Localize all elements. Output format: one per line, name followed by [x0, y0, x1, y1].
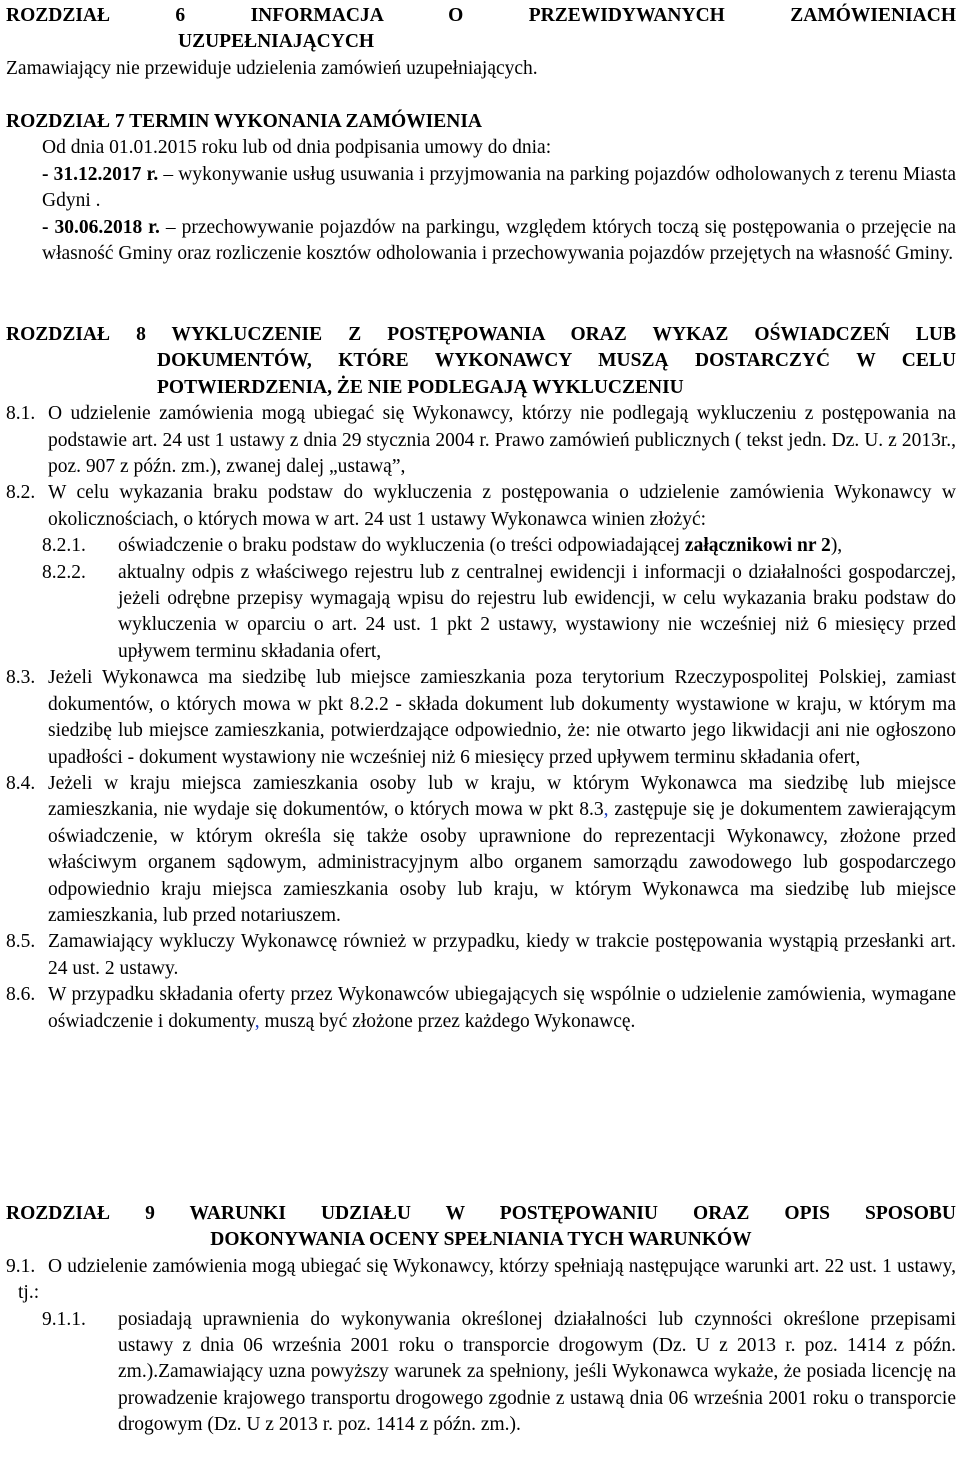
section-7-item1 — [42, 162, 956, 215]
item-9-1-1-text: posiadają uprawnienia do wykonywania określonej działalności lub czynności określone przepisami ustawy z dnia 06 września 2001 roku o transporcie drogowym (Dz. U z 2013 r. poz. 1414 z późn. zm.).Zamawiający uzna powyższy warunek za spełniony, jeśli Wykonawca wykaże, że posiada licencję na prowadzenie krajowego transportu drogowego zgodnie z ustawą dnia 06 września 2001 roku o transporcie drogowym (Dz. U z 2013 r. poz. 1414 z późn. zm.). — [118, 1308, 956, 1436]
item-8-4-comma: , — [603, 799, 609, 821]
item-8-3-number: 8.3. — [6, 667, 36, 689]
section-9 — [6, 1201, 956, 1439]
item-8-2-2-number: 8.2.2. — [42, 561, 86, 583]
item-8-5-number: 8.5. — [6, 931, 36, 953]
item-8-2-text: W celu wykazania braku podstaw do wykluczenia z postępowania o udzielenie zamówienia Wykonawcy w okolicznościach, o których mowa w art. 24 ust 1 ustawy Wykonawca winien złożyć: — [48, 482, 956, 530]
item-8-2-1-end: ), — [830, 535, 843, 557]
section-7-item2-date: - 30.06.2018 r. — [42, 216, 160, 238]
item-9-1-1 — [6, 1307, 956, 1439]
item-8-1-number: 8.1. — [6, 403, 36, 425]
section-7-item2-text: – przechowywanie pojazdów na parkingu, względem których toczą się postępowania o przejęcie na własność Gminy oraz rozliczenie kosztów odholowania i przechowywania pojazdów przejętych na własność Gminy. — [42, 216, 956, 265]
item-8-6 — [6, 982, 956, 1035]
section-7-item2 — [42, 215, 956, 268]
section-7-intro: Od dnia 01.01.2015 roku lub od dnia podpisania umowy do dnia: — [42, 137, 552, 159]
section-9-heading-line1: ROZDZIAŁ 9 WARUNKI UDZIAŁU W POSTĘPOWANIU ORAZ OPIS SPOSOBU — [6, 1203, 956, 1224]
item-8-5 — [6, 929, 956, 982]
section-8 — [6, 322, 956, 1035]
section-8-heading-line1: ROZDZIAŁ 8 WYKLUCZENIE Z POSTĘPOWANIA ORAZ WYKAZ OŚWIADCZEŃ LUB — [6, 324, 956, 345]
item-8-6-number: 8.6. — [6, 984, 36, 1006]
section-6-text: Zamawiający nie przewiduje udzielenia zamówień uzupełniających. — [6, 57, 538, 79]
item-8-2-1 — [6, 533, 956, 559]
item-8-6-comma: , — [254, 1010, 260, 1032]
item-8-2-2-text: aktualny odpis z właściwego rejestru lub z centralnej ewidencji i informacji o działalności gospodarczej, jeżeli odrębne przepisy wymagają wpisu do rejestru lub ewidencji, w celu wykazania braku podstaw do wykluczenia w oparciu o art. 24 ust. 1 pkt 2 ustawy, wystawiony nie wcześniej niż 6 miesięcy przed upływem terminu składania ofert, — [118, 561, 956, 662]
item-8-1-text: O udzielenie zamówienia mogą ubiegać się Wykonawcy, którzy nie podlegają wykluczeniu z postępowania na podstawie art. 24 ust 1 ustawy z dnia 29 stycznia 2004 r. Prawo zamówień publicznych ( tekst jedn. Dz. U. z 2013r., poz. 907 z późn. zm.), zwanej dalej „ustawą”, — [48, 403, 956, 478]
item-8-4-body-a: Jeżeli w kraju miejsca zamieszkania osoby lub w kraju, w którym Wykonawca ma siedzibę lub miejsce zamieszkania, nie wydaje się dokumentów, o których mowa w pkt 8.3 — [48, 772, 956, 821]
section-6-heading-line2: UZUPEŁNIAJĄCYCH — [178, 31, 375, 53]
item-8-6-text — [48, 982, 956, 1035]
item-8-6-body-a: W przypadku składania oferty przez Wykonawców ubiegających się wspólnie o udzielenie zamówienia, wymagane oświadczenie i dokumenty — [48, 984, 956, 1032]
section-8-heading-rest: DOKUMENTÓW, KTÓRE WYKONAWCY MUSZĄ DOSTARCZYĆ W CELU POTWIERDZENIA, ŻE NIE PODLEGAJĄ WYKLUCZENIU — [157, 350, 956, 398]
item-8-2-1-number: 8.2.1. — [42, 535, 86, 557]
item-8-6-body-b: muszą być złożone przez każdego Wykonawcę. — [259, 1010, 636, 1032]
item-8-1 — [6, 401, 956, 480]
section-7-item1-date: - 31.12.2017 r. — [42, 163, 159, 185]
section-7 — [6, 109, 956, 267]
item-8-2-1-body: oświadczenie o braku podstaw do wykluczenia (o treści odpowiadającej — [118, 535, 685, 557]
section-7-heading: ROZDZIAŁ 7 TERMIN WYKONANIA ZAMÓWIENIA — [6, 111, 483, 132]
section-6-heading-line1: ROZDZIAŁ 6 INFORMACJA O PRZEWIDYWANYCH ZAMÓWIENIACH — [6, 5, 956, 26]
section-7-item1-text: – wykonywanie usług usuwania i przyjmowania na parking pojazdów odholowanych z terenu Miasta Gdyni . — [42, 163, 956, 212]
item-9-1 — [6, 1254, 956, 1307]
item-8-4-text — [48, 771, 956, 929]
item-8-4-body-b: zastępuje się je dokumentem zawierającym oświadczenie, w którym określa się także osoby uprawnione do reprezentacji Wykonawcy, złożone przed właściwym organem sądowym, administracyjnym albo organem samorządu zawodowego lub gospodarczego odpowiednio kraju miejsca zamieszkania osoby lub kraju, w którym Wykonawca ma siedzibę lub miejsce zamieszkania, lub przed notariuszem. — [48, 799, 956, 926]
item-8-2 — [6, 480, 956, 533]
item-9-1-1-number: 9.1.1. — [42, 1308, 86, 1330]
attachment-2-reference: załącznikowi nr 2 — [684, 535, 831, 557]
item-8-2-number: 8.2. — [6, 482, 36, 504]
section-6 — [6, 3, 956, 82]
section-9-heading-line2: DOKONYWANIA OCENY SPEŁNIANIA TYCH WARUNKÓW — [210, 1229, 752, 1251]
item-8-4-number: 8.4. — [6, 772, 36, 794]
item-8-3 — [6, 665, 956, 771]
item-8-3-text: Jeżeli Wykonawca ma siedzibę lub miejsce zamieszkania poza terytorium Rzeczypospolitej Polskiej, zamiast dokumentów, o których mowa w pkt 8.2.2 - składa dokument lub dokumenty wystawione w kraju, w którym ma siedzibę lub miejsce zamieszkania, potwierdzające odpowiednio, że: nie otwarto jego likwidacji ani nie ogłoszono upadłości - dokument wystawiony nie wcześniej niż 6 miesięcy przed upływem terminu składania ofert, — [48, 667, 956, 768]
item-8-2-2 — [6, 560, 956, 666]
item-9-1-number: 9.1. — [6, 1255, 36, 1277]
item-9-1-text: O udzielenie zamówienia mogą ubiegać się Wykonawcy, którzy spełniają następujące warunki art. 22 ust. 1 ustawy, tj.: — [18, 1255, 956, 1304]
item-8-5-text: Zamawiający wykluczy Wykonawcę również w przypadku, kiedy w trakcie postępowania wystąpią przesłanki art. 24 ust. 2 ustawy. — [48, 931, 956, 979]
item-8-2-1-text — [118, 533, 956, 559]
item-8-4 — [6, 771, 956, 929]
